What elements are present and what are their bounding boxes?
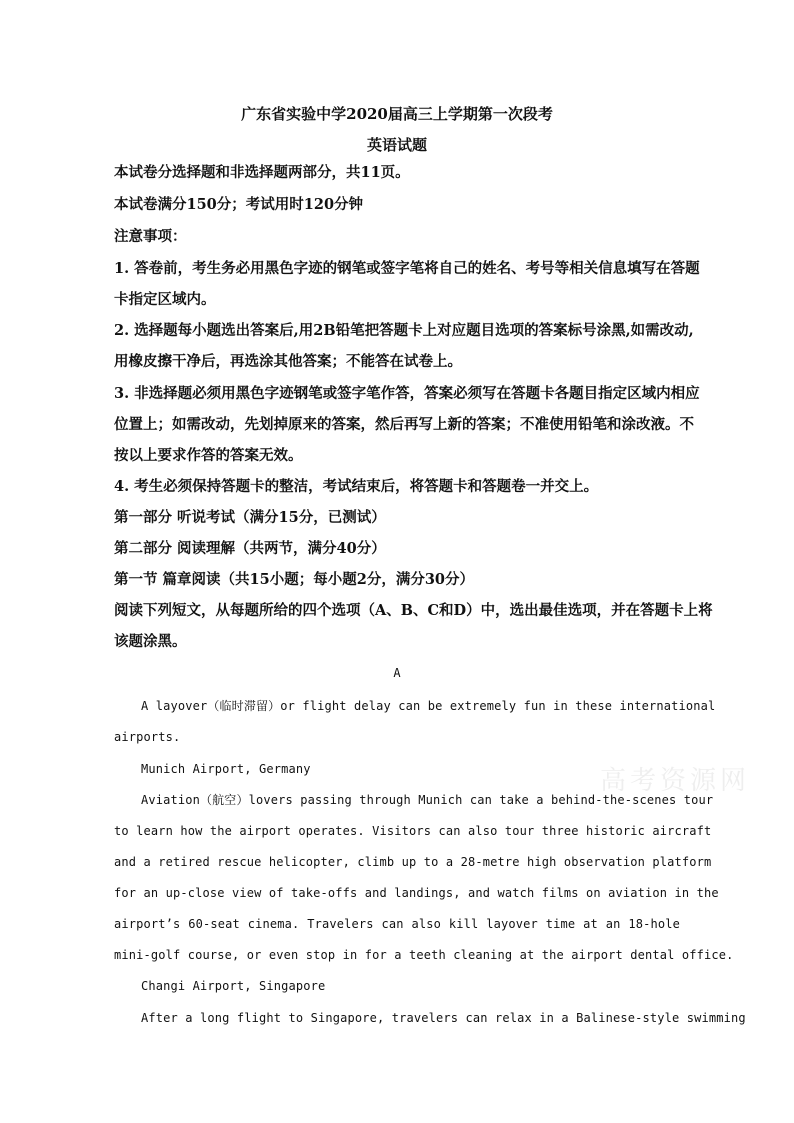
passage-label: A [393, 666, 401, 680]
note-1-line-2: 卡指定区域内。 [114, 291, 216, 308]
munich-heading: Munich Airport, Germany [141, 762, 311, 776]
note-3-line-3: 按以上要求作答的答案无效。 [114, 447, 303, 464]
intro-pages: 本试卷分选择题和非选择题两部分，共11页。 [114, 164, 410, 181]
note-2-line-2: 用橡皮擦干净后，再选涂其他答案；不能答在试卷上。 [114, 353, 462, 370]
notes-heading: 注意事项： [114, 228, 187, 245]
section-1-heading: 第一节 篇章阅读（共15小题；每小题2分，满分30分） [114, 571, 474, 588]
passage-p2-line-5: airport’s 60-seat cinema. Travelers can also kill layover time at an 18-hole [114, 917, 680, 931]
part-2-heading: 第二部分 阅读理解（共两节，满分40分） [114, 540, 386, 557]
exam-title: 广东省实验中学2020届高三上学期第一次段考 [241, 105, 553, 123]
note-4: 4. 考生必须保持答题卡的整洁，考试结束后，将答题卡和答题卷一并交上。 [114, 478, 599, 495]
passage-p2-line-1: Aviation（航空）lovers passing through Munich can take a behind-the-scenes tour [141, 793, 714, 807]
passage-p1-line-1: A layover（临时滞留）or flight delay can be extremely fun in these international [141, 699, 716, 713]
instructions-line-1: 阅读下列短文，从每题所给的四个选项（A、B、C和D）中，选出最佳选项，并在答题卡上将 [114, 602, 713, 619]
note-3-line-1: 3. 非选择题必须用黑色字迹钢笔或签字笔作答，答案必须写在答题卡各题目指定区域内相应 [114, 385, 700, 402]
exam-subtitle: 英语试题 [366, 136, 427, 154]
passage-p2-line-4: for an up-close view of take-offs and landings, and watch films on aviation in the [114, 886, 719, 900]
note-2-line-1: 2. 选择题每小题选出答案后,用2B铅笔把答题卡上对应题目选项的答案标号涂黑,如需改动, [114, 322, 694, 339]
instructions-line-2: 该题涂黑。 [114, 633, 187, 650]
watermark: 高考资源网 [600, 766, 751, 796]
part-1-heading: 第一部分 听说考试（满分15分，已测试） [114, 509, 386, 526]
passage-p2-line-6: mini-golf course, or even stop in for a teeth cleaning at the airport dental office. [114, 948, 734, 962]
intro-score-time: 本试卷满分150分；考试用时120分钟 [114, 196, 364, 213]
passage-p3-line-1: After a long flight to Singapore, travelers can relax in a Balinese-style swimming [141, 1011, 746, 1025]
passage-p1-line-2: airports. [114, 730, 181, 744]
passage-p2-line-2: to learn how the airport operates. Visitors can also tour three historic aircraft [114, 824, 712, 838]
passage-p2-line-3: and a retired rescue helicopter, climb up to a 28-metre high observation platform [114, 855, 712, 869]
note-3-line-2: 位置上；如需改动，先划掉原来的答案，然后再写上新的答案；不准使用铅笔和涂改液。不 [114, 416, 694, 433]
note-1-line-1: 1. 答卷前，考生务必用黑色字迹的钢笔或签字笔将自己的姓名、考号等相关信息填写在答题 [114, 260, 700, 277]
changi-heading: Changi Airport, Singapore [141, 979, 326, 993]
